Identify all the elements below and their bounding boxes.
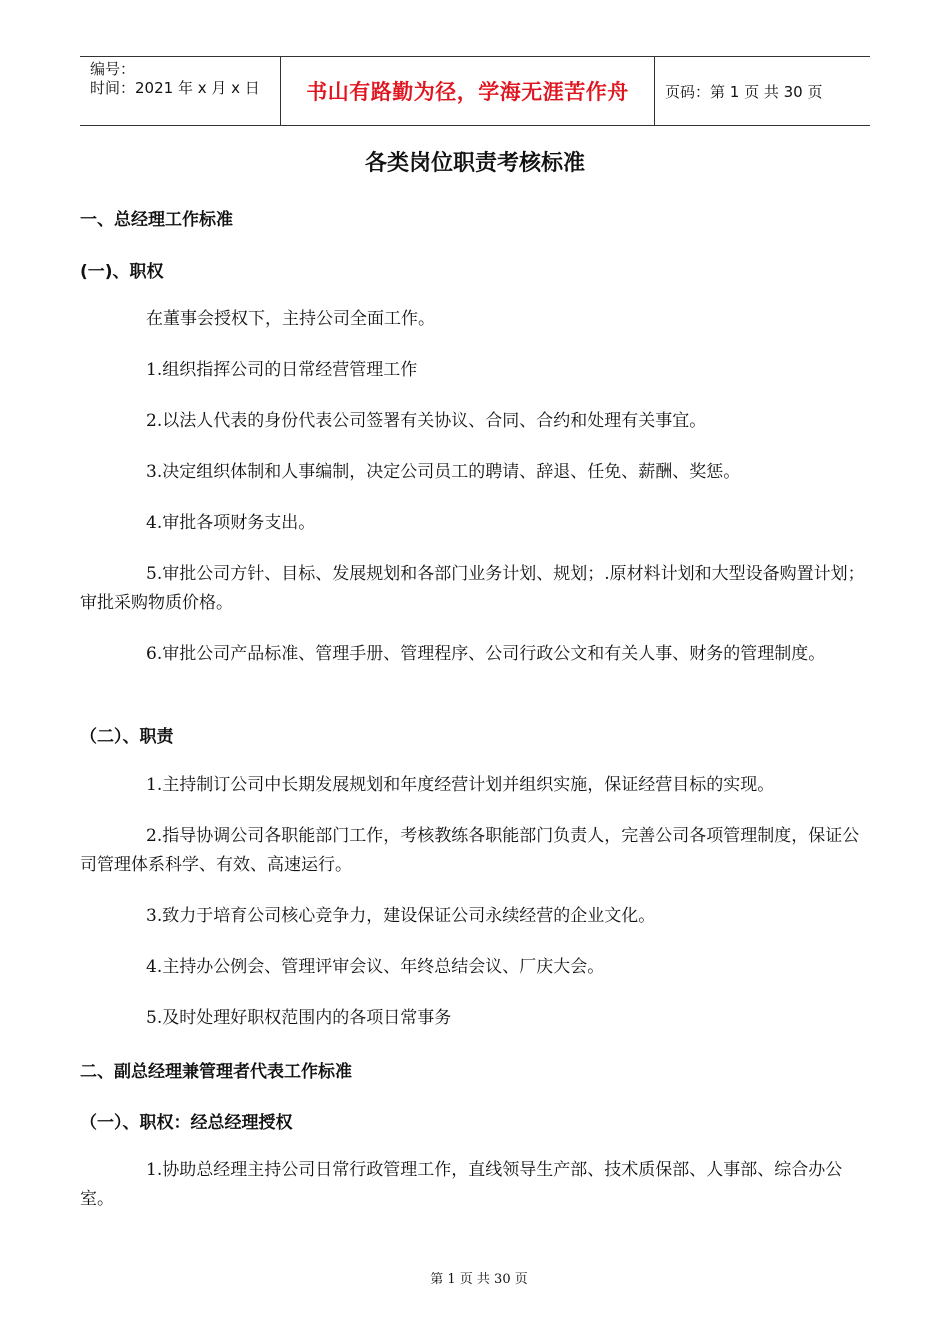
section-heading: 一、总经理工作标准 [80, 210, 233, 230]
page-footer: 第 1 页 共 30 页 [430, 1272, 528, 1287]
subsection-heading: (一)、职权 [80, 262, 164, 282]
paragraph: 2.以法人代表的身份代表公司签署有关协议、合同、合约和处理有关事宜。 [146, 411, 707, 431]
paragraph: 5.及时处理好职权范围内的各项日常事务 [146, 1008, 452, 1028]
page-info-cell [655, 57, 870, 125]
paragraph: 1.协助总经理主持公司日常行政管理工作，直线领导生产部、技术质保部、人事部、综合办公室。 [80, 1160, 843, 1209]
motto-text: 书山有路勤为径，学海无涯苦作舟 [306, 80, 629, 104]
page-info-text: 页码：第 1 页 共 30 页 [665, 82, 823, 101]
paragraph: 2.指导协调公司各职能部门工作，考核教练各职能部门负责人，完善公司各项管理制度，保证公司管理体系科学、有效、高速运行。 [80, 826, 860, 875]
paragraph: 5.审批公司方针、目标、发展规划和各部门业务计划、规划；.原材料计划和大型设备购置计划；审批采购物质价格。 [80, 564, 865, 613]
paragraph: 3.致力于培育公司核心竞争力，建设保证公司永续经营的企业文化。 [146, 906, 656, 926]
header-table [80, 56, 870, 126]
paragraph: 1.组织指挥公司的日常经营管理工作 [146, 360, 418, 380]
paragraph: 4.主持办公例会、管理评审会议、年终总结会议、厂庆大会。 [146, 957, 605, 977]
number-label: 编号： [90, 60, 136, 78]
subsection-heading: （一）、职权：经总经理授权 [80, 1113, 293, 1133]
paragraph: 在董事会授权下，主持公司全面工作。 [146, 309, 435, 329]
paragraph: 6.审批公司产品标准、管理手册、管理程序、公司行政公文和有关人事、财务的管理制度。 [146, 644, 826, 664]
paragraph: 4.审批各项财务支出。 [146, 513, 316, 533]
header-meta-cell [80, 57, 281, 125]
document-title: 各类岗位职责考核标准 [364, 151, 585, 176]
paragraph: 1.主持制订公司中长期发展规划和年度经营计划并组织实施，保证经营目标的实现。 [146, 775, 775, 795]
section-heading: 二、副总经理兼管理者代表工作标准 [80, 1062, 352, 1082]
motto-cell [281, 57, 655, 125]
paragraph: 3.决定组织体制和人事编制，决定公司员工的聘请、辞退、任免、薪酬、奖惩。 [146, 462, 741, 482]
time-label: 时间：2021 年 x 月 x 日 [90, 79, 260, 97]
subsection-heading: （二）、职责 [80, 727, 174, 747]
